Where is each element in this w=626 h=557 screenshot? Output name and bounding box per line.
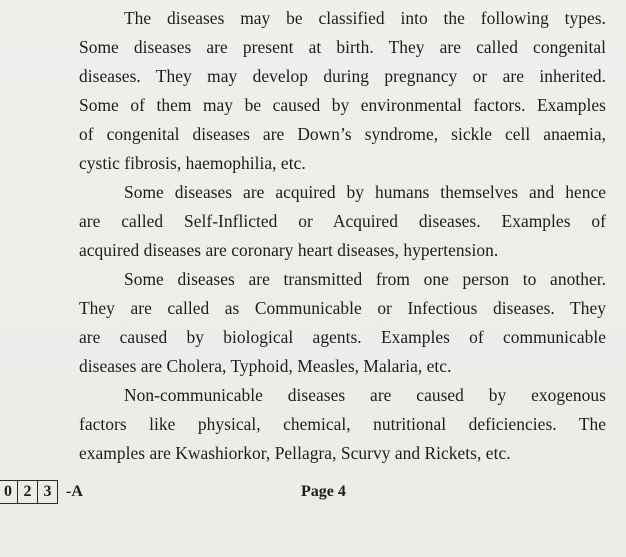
text-line: factors like physical, chemical, nutritional deficiencies. The [79,414,606,434]
text-line: Some diseases are acquired by humans themselves and hence [124,182,606,202]
paper-code-digit: 2 [18,480,38,504]
text-line: The diseases may be classified into the following types. [124,8,606,28]
text-line: Some diseases are transmitted from one person to another. [124,269,606,289]
page-number: Page 4 [301,483,346,500]
paper-code-digit: 3 [38,480,58,504]
text-line: are caused by biological agents. Examples of communicable [79,327,606,347]
page-footer [0,480,626,510]
text-line: Non-communicable diseases are caused by exogenous [124,385,606,405]
text-line: diseases are Cholera, Typhoid, Measles, Malaria, etc. [79,356,452,376]
text-line: Some of them may be caused by environmental factors. Examples [79,95,606,115]
body-text [79,4,606,468]
paragraph-acquired-diseases [79,178,606,265]
paper-code-digit: 0 [0,480,18,504]
paragraph-non-communicable-diseases [79,381,606,468]
text-line: Some diseases are present at birth. They are called congenital [79,37,606,57]
text-line: acquired diseases are coronary heart diseases, hypertension. [79,240,499,260]
paper-code [0,480,83,504]
text-line: diseases. They may develop during pregnancy or are inherited. [79,66,606,86]
text-line: of congenital diseases are Down’s syndrome, sickle cell anaemia, [79,124,606,144]
paragraph-disease-types [79,4,606,178]
text-line: examples are Kwashiorkor, Pellagra, Scurvy and Rickets, etc. [79,443,511,463]
text-line: cystic fibrosis, haemophilia, etc. [79,153,306,173]
text-line: are called Self-Inflicted or Acquired diseases. Examples of [79,211,606,231]
paragraph-communicable-diseases [79,265,606,381]
paper-code-suffix: -A [66,483,83,500]
text-line: They are called as Communicable or Infectious diseases. They [79,298,606,318]
